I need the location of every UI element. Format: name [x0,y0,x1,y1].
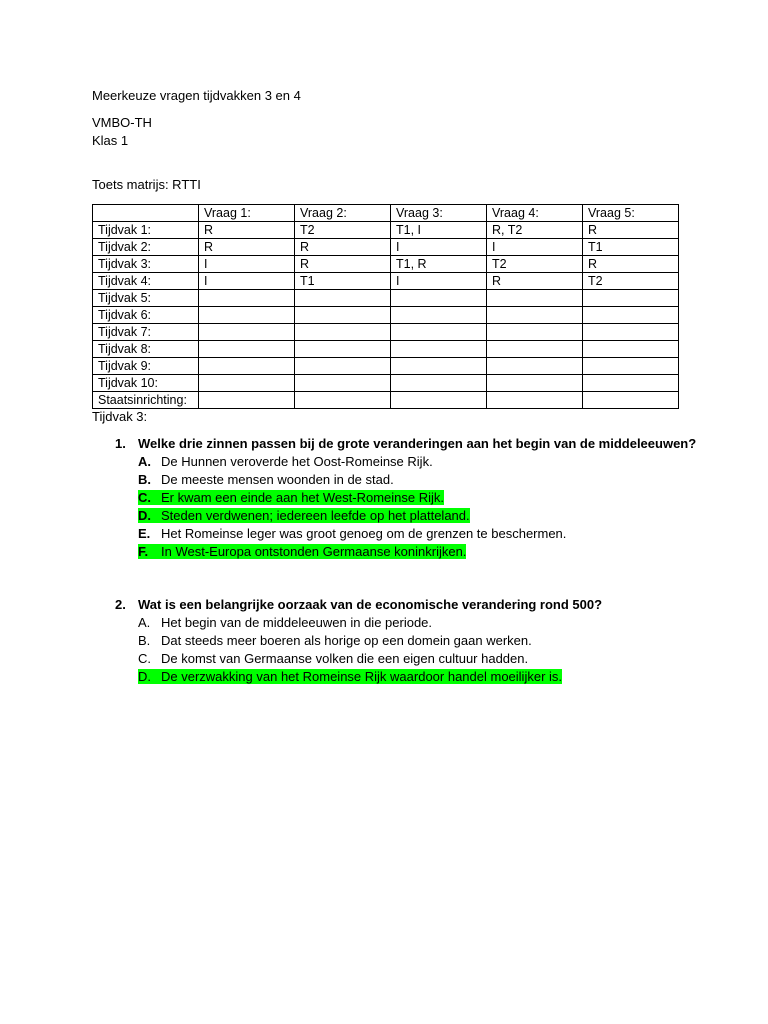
row-label-cell: Tijdvak 6: [93,307,199,324]
table-cell [391,358,487,375]
table-cell: T2 [487,256,583,273]
row-label-cell: Tijdvak 1: [93,222,199,239]
answer-text: De komst van Germaanse volken die een eigen cultuur hadden. [161,651,529,666]
question-2 [115,596,602,613]
highlighted-answer [138,669,562,684]
header-cell [93,205,199,222]
row-label-cell: Tijdvak 3: [93,256,199,273]
table-cell: T1 [295,273,391,290]
header-cell: Vraag 1: [199,205,295,222]
table-cell: R [487,273,583,290]
answer-letter: B. [138,472,151,487]
table-cell [583,392,679,409]
table-cell: R [199,222,295,239]
table-row [93,290,679,307]
table-cell [199,324,295,341]
matrix-label: Toets matrijs: RTTI [92,177,201,192]
table-cell [583,358,679,375]
table-cell [199,341,295,358]
table-cell [583,324,679,341]
table-cell [487,358,583,375]
table-cell [391,375,487,392]
table-cell: T1, R [391,256,487,273]
row-label-cell: Tijdvak 10: [93,375,199,392]
school-level: VMBO-TH [92,115,152,130]
row-label-cell: Tijdvak 5: [93,290,199,307]
table-row [93,358,679,375]
table-cell [583,375,679,392]
answer-letter: A. [138,454,151,469]
row-label-cell: Tijdvak 7: [93,324,199,341]
answer-option [138,471,566,489]
table-cell: I [199,273,295,290]
header-cell: Vraag 3: [391,205,487,222]
table-cell [295,392,391,409]
table-cell [391,290,487,307]
table-cell: R [583,222,679,239]
question-number: 1. [115,436,126,451]
answer-text: Er kwam een einde aan het West-Romeinse Rijk. [161,490,444,505]
table-cell: I [487,239,583,256]
answer-letter: D. [138,669,151,684]
answer-content [138,633,532,648]
table-cell [487,307,583,324]
answer-list-2 [138,614,562,686]
table-cell [199,290,295,307]
highlighted-answer [138,544,466,559]
answer-text: De meeste mensen woonden in de stad. [161,472,394,487]
answer-text: Dat steeds meer boeren als horige op een domein gaan werken. [161,633,532,648]
table-row [93,239,679,256]
row-label-cell: Tijdvak 8: [93,341,199,358]
answer-option [138,489,566,507]
question-1 [115,435,696,452]
answer-option [138,525,566,543]
table-header-row [93,205,679,222]
question-text: Wat is een belangrijke oorzaak van de economische verandering rond 500? [138,597,603,612]
table-cell: R [295,256,391,273]
table-cell [487,290,583,307]
table-cell: T1 [583,239,679,256]
table-row [93,307,679,324]
table-cell [295,358,391,375]
table-cell [391,341,487,358]
table-cell: I [199,256,295,273]
table-cell: R [295,239,391,256]
table-cell [199,375,295,392]
table-cell [487,341,583,358]
answer-letter: D. [138,508,151,523]
answer-option [138,507,566,525]
table-row [93,392,679,409]
table-cell: T1, I [391,222,487,239]
answer-text: Steden verdwenen; iedereen leefde op het platteland. [161,508,470,523]
table-cell: R [199,239,295,256]
answer-content [138,651,528,666]
table-cell: T2 [295,222,391,239]
table-cell [295,307,391,324]
answer-content [138,526,566,541]
answer-option [138,614,562,632]
table-cell [199,392,295,409]
table-cell [487,324,583,341]
table-cell: I [391,273,487,290]
table-row [93,222,679,239]
question-number: 2. [115,597,126,612]
row-label-cell: Tijdvak 2: [93,239,199,256]
answer-letter: E. [138,526,151,541]
answer-option [138,650,562,668]
answer-option [138,668,562,686]
header-cell: Vraag 5: [583,205,679,222]
answer-content [138,472,394,487]
table-cell [199,358,295,375]
section-label: Tijdvak 3: [92,409,148,424]
class-label: Klas 1 [92,133,129,148]
answer-list-1 [138,453,566,561]
table-cell [295,375,391,392]
answer-text: Het begin van de middeleeuwen in die periode. [161,615,433,630]
answer-letter: C. [138,651,151,666]
table-cell [391,392,487,409]
table-row [93,256,679,273]
answer-option [138,632,562,650]
table-cell: R [583,256,679,273]
row-label-cell: Tijdvak 9: [93,358,199,375]
table-cell [583,290,679,307]
table-cell [295,290,391,307]
header-cell: Vraag 4: [487,205,583,222]
answer-option [138,453,566,471]
table-row [93,273,679,290]
answer-text: Het Romeinse leger was groot genoeg om de grenzen te beschermen. [161,526,567,541]
table-cell [391,324,487,341]
answer-text: De Hunnen veroverde het Oost-Romeinse Rijk. [161,454,433,469]
table-cell [487,392,583,409]
table-cell [391,307,487,324]
table-cell [295,341,391,358]
answer-option [138,543,566,561]
table-row [93,324,679,341]
table-cell [295,324,391,341]
answer-text: De verzwakking van het Romeinse Rijk waardoor handel moeilijker is. [161,669,563,684]
table-cell: R, T2 [487,222,583,239]
highlighted-answer [138,490,444,505]
answer-letter: F. [138,544,149,559]
row-label-cell: Staatsinrichting: [93,392,199,409]
answer-text: In West-Europa ontstonden Germaanse koninkrijken. [161,544,467,559]
document-title: Meerkeuze vragen tijdvakken 3 en 4 [92,88,301,103]
answer-letter: B. [138,633,151,648]
table-cell [583,307,679,324]
question-text: Welke drie zinnen passen bij de grote veranderingen aan het begin van de middeleeuwen? [138,436,697,451]
table-cell [583,341,679,358]
table-cell: I [391,239,487,256]
answer-letter: C. [138,490,151,505]
table-cell [199,307,295,324]
highlighted-answer [138,508,470,523]
rtti-matrix-table [92,204,679,409]
answer-content [138,454,433,469]
row-label-cell: Tijdvak 4: [93,273,199,290]
header-cell: Vraag 2: [295,205,391,222]
table-row [93,375,679,392]
table-cell [487,375,583,392]
table-row [93,341,679,358]
answer-letter: A. [138,615,151,630]
table-cell: T2 [583,273,679,290]
answer-content [138,615,432,630]
